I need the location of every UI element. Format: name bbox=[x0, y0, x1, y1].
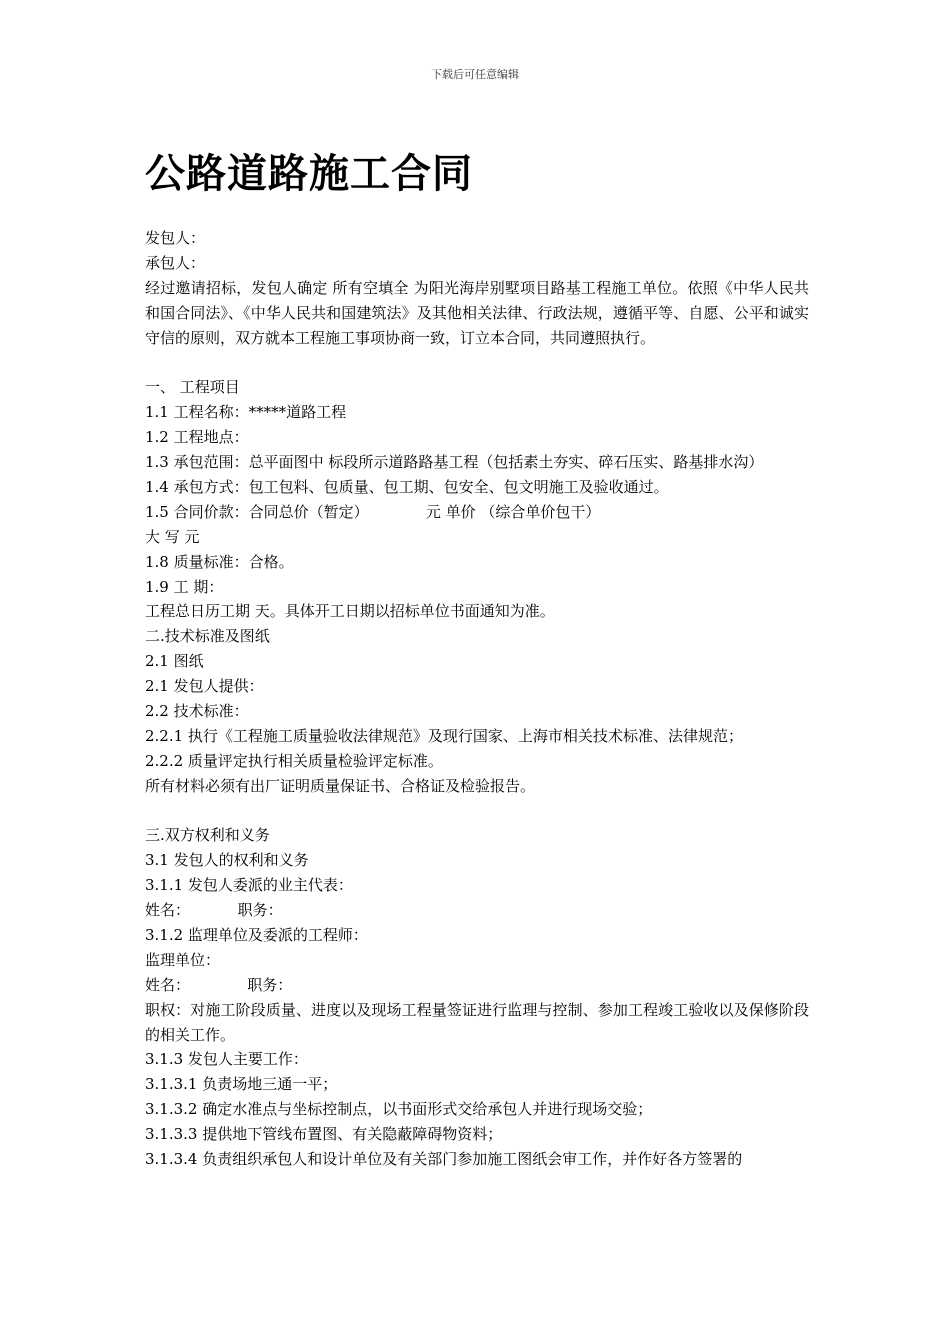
clause-3-1-3-1: 3.1.3.1 负责场地三通一平； bbox=[145, 1075, 338, 1094]
intro-paragraph: 经过邀请招标，发包人确定 所有空填全 为阳光海岸别墅项目路基工程施工单位。依照《中华人民共和国合同法》、《中华人民共和国建筑法》及其他相关法律、行政法规，遵循平等、自愿、公平和诚实守信的原则，双方就本工程施工事项协商一致，订立本合同，共同遵照执行。 bbox=[145, 278, 809, 347]
clause-2-2: 2.2 技术标准： bbox=[145, 701, 249, 720]
clause-1-3: 1.3 承包范围：总平面图中 标段所示道路路基工程（包括素土夯实、碎石压实、路基排水沟） bbox=[145, 453, 764, 472]
representative-line: 姓名： 职务： bbox=[145, 901, 283, 920]
document-title: 公路道路施工合同 bbox=[145, 151, 473, 197]
clause-2-1-provided: 2.1 发包人提供： bbox=[145, 677, 264, 696]
clause-3-1-3: 3.1.3 发包人主要工作： bbox=[145, 1050, 308, 1069]
section-1-heading: 一、 工程项目 bbox=[145, 378, 240, 397]
clause-1-9: 1.9 工 期： bbox=[145, 577, 224, 596]
supervisor-unit-line: 监理单位： bbox=[145, 950, 221, 969]
clause-1-5: 1.5 合同价款：合同总价（暂定） 元 单价 （综合单价包干） bbox=[145, 502, 601, 521]
blank-line bbox=[145, 799, 809, 824]
blank-line bbox=[145, 351, 809, 376]
clause-3-1-3-3: 3.1.3.3 提供地下管线布置图、有关隐蔽障碍物资料； bbox=[145, 1125, 503, 1144]
section-2-heading: 二.技术标准及图纸 bbox=[145, 627, 270, 646]
contractor-line: 承包人： bbox=[145, 253, 206, 272]
clause-2-2-2: 2.2.2 质量评定执行相关质量检验评定标准。 bbox=[145, 751, 443, 770]
clause-2-2-1: 2.2.1 执行《工程施工质量验收法律规范》及现行国家、上海市相关技术标准、法律规范； bbox=[145, 726, 743, 745]
clause-3-1-3-4: 3.1.3.4 负责组织承包人和设计单位及有关部门参加施工图纸会审工作，并作好各方签署的 bbox=[145, 1150, 743, 1169]
clause-1-1: 1.1 工程名称：*****道路工程 bbox=[145, 403, 347, 422]
duration-line: 工程总日历工期 天。具体开工日期以招标单位书面通知为准。 bbox=[145, 602, 555, 621]
contract-body bbox=[145, 226, 809, 1172]
clause-3-1-2: 3.1.2 监理单位及委派的工程师： bbox=[145, 926, 368, 944]
clause-3-1-1: 3.1.1 发包人委派的业主代表： bbox=[145, 876, 353, 895]
page-header-note: 下载后可任意编辑 bbox=[431, 68, 519, 81]
clause-2-1-drawings: 2.1 图纸 bbox=[145, 652, 204, 671]
clause-3-1-3-2: 3.1.3.2 确定水准点与坐标控制点，以书面形式交给承包人并进行现场交验； bbox=[145, 1100, 653, 1119]
amount-in-words: 大 写 元 bbox=[145, 527, 200, 546]
clause-1-4: 1.4 承包方式：包工包料、包质量、包工期、包安全、包文明施工及验收通过。 bbox=[145, 477, 669, 496]
engineer-line: 姓名： 职务： bbox=[145, 975, 293, 994]
clause-1-8: 1.8 质量标准：合格。 bbox=[145, 552, 294, 571]
section-3-heading: 三.双方权利和义务 bbox=[145, 826, 270, 845]
clause-1-2: 1.2 工程地点： bbox=[145, 428, 249, 447]
employer-line: 发包人： bbox=[145, 229, 206, 247]
clause-3-1: 3.1 发包人的权利和义务 bbox=[145, 851, 309, 870]
materials-line: 所有材料必须有出厂证明质量保证书、合格证及检验报告。 bbox=[145, 776, 536, 795]
authority-paragraph: 职权：对施工阶段质量、进度以及现场工程量签证进行监理与控制、参加工程竣工验收以及保修阶段的相关工作。 bbox=[145, 1000, 809, 1044]
